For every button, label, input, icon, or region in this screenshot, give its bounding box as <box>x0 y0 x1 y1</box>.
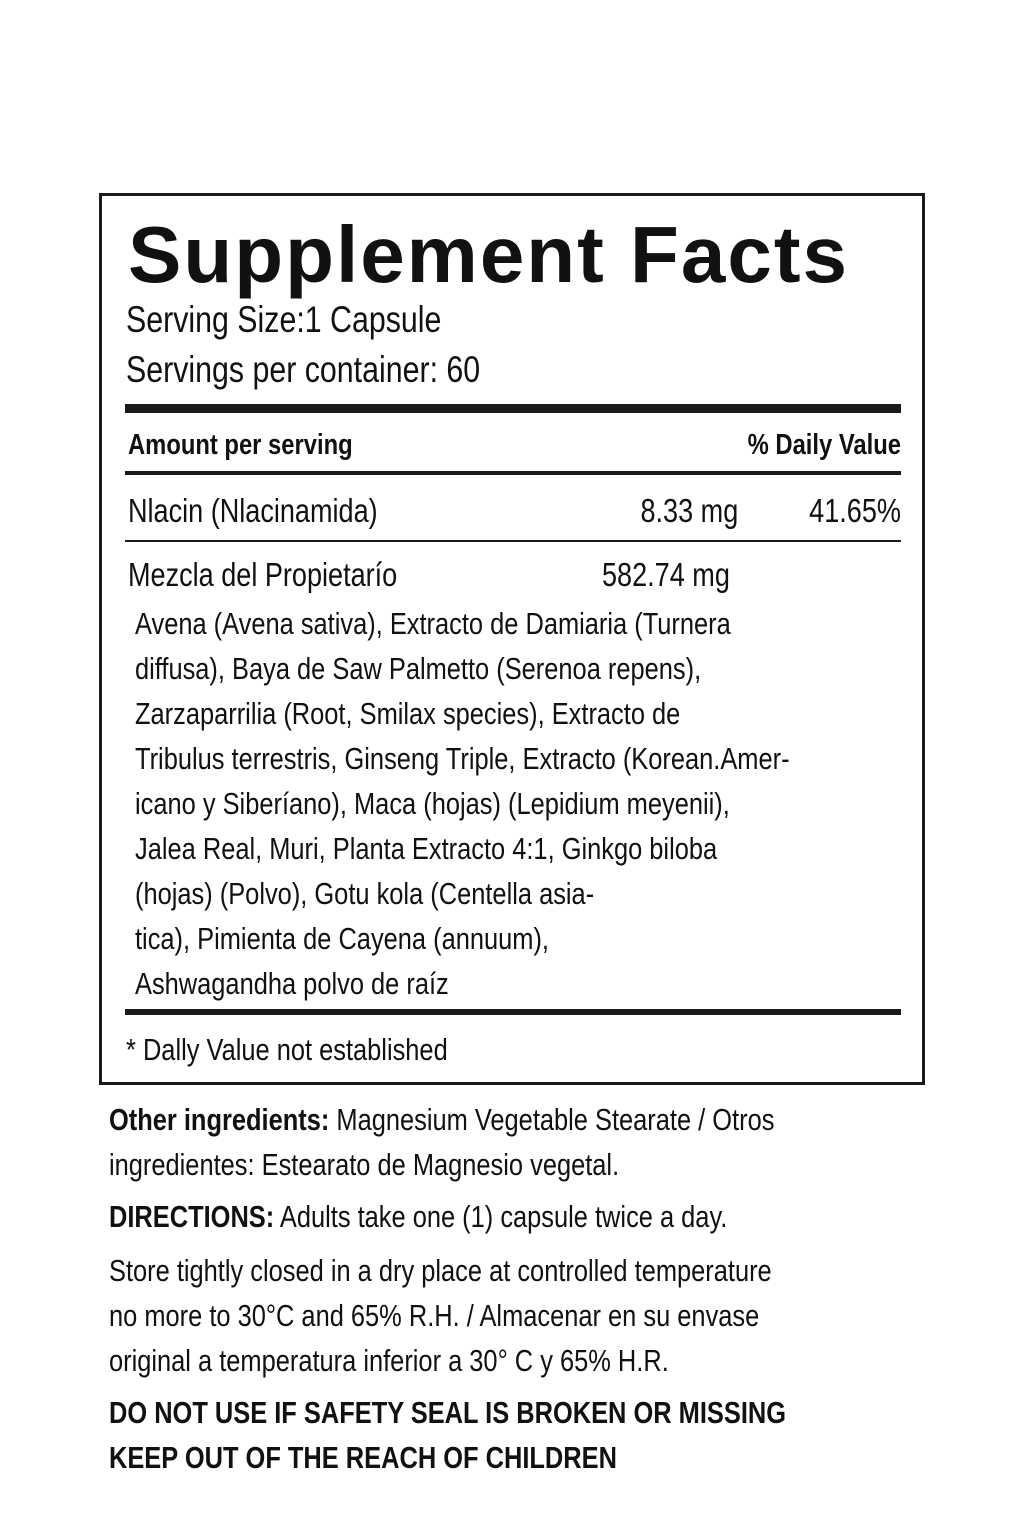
supplement-facts-panel <box>99 193 925 1085</box>
other-ingredients-text: Magnesium Vegetable Stearate / Otros <box>329 1102 775 1137</box>
warnings <box>109 1390 935 1480</box>
nutrient-amount: 582.74 mg <box>602 556 730 593</box>
storage-line: no more to 30°C and 65% R.H. / Almacenar en su envase <box>109 1298 760 1333</box>
directions <box>109 1194 929 1239</box>
serving-size: Serving Size:1 Capsule <box>126 299 442 340</box>
thick-divider <box>125 1009 901 1015</box>
nutrient-name: Nlacin (Nlacinamida) <box>128 492 378 529</box>
proprietary-blend-ingredients <box>135 601 895 1006</box>
daily-value-header: % Daily Value <box>747 429 901 461</box>
warning-line: KEEP OUT OF THE REACH OF CHILDREN <box>109 1440 617 1475</box>
medium-divider <box>125 471 901 475</box>
thin-divider <box>125 540 901 542</box>
blend-line: Jalea Real, Muri, Planta Extracto 4:1, Ginkgo biloba <box>135 831 718 866</box>
storage-line: original a temperatura inferior a 30° C y 65% H.R. <box>109 1343 669 1378</box>
blend-line: tica), Pimienta de Cayena (annuum), <box>135 921 549 956</box>
footnote: * Dally Value not established <box>126 1032 448 1067</box>
panel-title: Supplement Facts <box>128 210 850 299</box>
blend-line: Avena (Avena sativa), Extracto de Damiaria (Turnera <box>135 606 731 641</box>
nutrient-name: Mezcla del Propietarío <box>128 556 398 593</box>
amount-per-serving-header: Amount per serving <box>128 429 353 461</box>
blend-line: Ashwagandha polvo de raíz <box>135 966 449 1001</box>
directions-label: DIRECTIONS: <box>109 1199 275 1234</box>
other-ingredients-label: Other ingredients: <box>109 1102 330 1137</box>
thick-divider <box>125 404 901 413</box>
blend-line: Zarzaparrilia (Root, Smilax species), Extracto de <box>135 696 681 731</box>
blend-line: (hojas) (Polvo), Gotu kola (Centella asia- <box>135 876 595 911</box>
warning-line: DO NOT USE IF SAFETY SEAL IS BROKEN OR MISSING <box>109 1395 787 1430</box>
blend-line: icano y Siberíano), Maca (hojas) (Lepidium meyenii), <box>135 786 730 821</box>
blend-line: diffusa), Baya de Saw Palmetto (Serenoa repens), <box>135 651 702 686</box>
other-ingredients-text-2: ingredientes: Estearato de Magnesio vegetal. <box>109 1147 620 1182</box>
other-ingredients <box>109 1097 929 1187</box>
storage-instructions <box>109 1248 929 1383</box>
directions-text: Adults take one (1) capsule twice a day. <box>274 1199 728 1234</box>
nutrient-daily-value: 41.65% <box>809 492 901 529</box>
nutrient-amount: 8.33 mg <box>640 492 738 529</box>
servings-per-container: Servings per container: 60 <box>126 349 481 390</box>
storage-line: Store tightly closed in a dry place at controlled temperature <box>109 1253 772 1288</box>
blend-line: Tribulus terrestris, Ginseng Triple, Extracto (Korean.Amer- <box>135 741 790 776</box>
